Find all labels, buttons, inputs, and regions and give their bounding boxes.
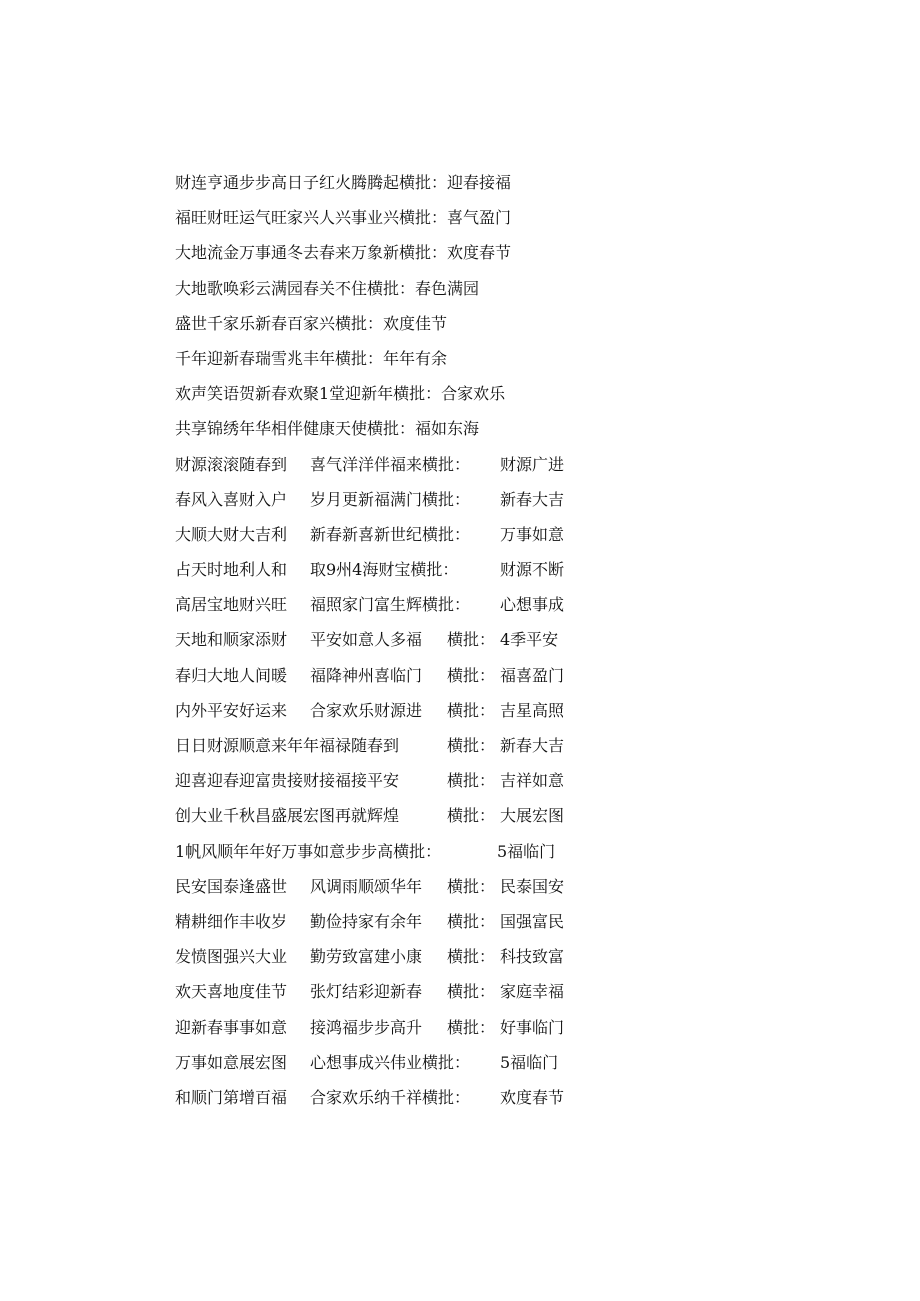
line-segment: 精耕细作丰收岁 (175, 911, 288, 931)
line-segment: 新春大吉 (500, 489, 565, 509)
line-segment: 发愤图强兴大业 (175, 947, 288, 967)
line-segment: 民安国泰逢盛世 (175, 876, 288, 896)
text-line (175, 763, 735, 798)
text-line (175, 1045, 735, 1080)
line-segment: 合家欢乐纳千祥横批： (310, 1087, 471, 1107)
line-segment: 新春大吉 (500, 736, 565, 755)
line-segment: 万事如意 (500, 524, 565, 544)
line-segment: 福降神州喜临门 (310, 665, 423, 685)
line-segment: 新春新喜新世纪横批： (310, 524, 471, 544)
line-segment: 张灯结彩迎新春 (310, 982, 423, 1002)
line-segment: 欢度春节 (500, 1087, 565, 1107)
line-segment: 喜气洋洋伴福来横批： (310, 454, 471, 474)
text-line (175, 376, 735, 411)
text-line (175, 939, 735, 974)
line-segment: 5福临门 (500, 1052, 559, 1072)
text-line (175, 411, 735, 446)
line-segment: 千年迎新春瑞雪兆丰年横批：年年有余 (175, 348, 448, 368)
line-segment: 和顺门第增百福 (175, 1087, 288, 1107)
line-segment: 迎喜迎春迎富贵接财接福接平安 (175, 771, 400, 791)
line-segment: 春归大地人间暖 (175, 665, 288, 685)
line-segment: 横批： (447, 982, 496, 1002)
line-segment: 高居宝地财兴旺 (175, 595, 288, 615)
line-segment: 万事如意展宏图 (175, 1052, 288, 1072)
line-segment: 吉星高照 (500, 700, 565, 720)
line-segment: 5福临门 (497, 841, 556, 861)
line-segment: 吉祥如意 (500, 771, 565, 791)
text-line (175, 974, 735, 1009)
line-segment: 横批： (447, 736, 496, 755)
line-segment: 横批： (447, 700, 496, 720)
text-line (175, 482, 735, 517)
line-segment: 家庭幸福 (500, 982, 565, 1002)
line-segment: 岁月更新福满门横批： (310, 489, 471, 509)
line-segment: 横批： (447, 911, 496, 931)
line-segment: 福照家门富生辉横批： (310, 595, 471, 615)
text-line (175, 622, 735, 657)
line-segment: 1帆风顺年年好万事如意步步高横批： (175, 841, 442, 861)
line-segment: 横批： (447, 771, 496, 791)
line-segment: 福旺财旺运气旺家兴人兴事业兴横批：喜气盈门 (175, 208, 512, 228)
line-segment: 大展宏图 (500, 806, 565, 826)
line-segment: 财源不断 (500, 560, 565, 580)
line-segment: 财连亨通步步高日子红火腾腾起横批：迎春接福 (175, 173, 512, 192)
text-line (175, 165, 735, 200)
text-line (175, 306, 735, 341)
line-segment: 好事临门 (500, 1017, 565, 1037)
line-segment: 占天时地利人和 (175, 560, 288, 580)
text-line (175, 587, 735, 622)
line-segment: 心想事成 (500, 595, 565, 615)
line-segment: 春风入喜财入户 (175, 489, 288, 509)
text-line (175, 235, 735, 270)
line-segment: 平安如意人多福 (310, 630, 423, 650)
line-segment: 创大业千秋昌盛展宏图再就辉煌 (175, 806, 400, 826)
line-segment: 大顺大财大吉利 (175, 524, 288, 544)
text-line (175, 517, 735, 552)
text-line (175, 693, 735, 728)
line-segment: 横批： (447, 806, 496, 826)
line-segment: 福喜盈门 (500, 665, 565, 685)
line-segment: 横批： (447, 876, 496, 896)
text-line (175, 834, 735, 869)
line-segment: 国强富民 (500, 911, 565, 931)
text-line (175, 1080, 735, 1115)
line-segment: 共享锦绣年华相伴健康天使横批：福如东海 (175, 419, 480, 439)
line-segment: 取9州4海财宝横批： (310, 560, 459, 580)
text-line (175, 447, 735, 482)
line-segment: 民泰国安 (500, 876, 565, 896)
line-segment: 横批： (447, 947, 496, 967)
line-segment: 财源滚滚随春到 (175, 454, 288, 474)
line-segment: 风调雨顺颂华年 (310, 876, 423, 896)
line-segment: 横批： (447, 1017, 496, 1037)
line-segment: 天地和顺家添财 (175, 630, 288, 650)
line-segment: 欢天喜地度佳节 (175, 982, 288, 1002)
line-segment: 大地流金万事通冬去春来万象新横批：欢度春节 (175, 243, 512, 263)
line-segment: 横批： (447, 665, 496, 685)
text-line (175, 904, 735, 939)
text-line (175, 869, 735, 904)
text-line (175, 341, 735, 376)
line-segment: 盛世千家乐新春百家兴横批：欢度佳节 (175, 313, 448, 333)
text-line (175, 728, 735, 763)
line-segment: 内外平安好运来 (175, 700, 288, 720)
text-line (175, 658, 735, 693)
line-segment: 欢声笑语贺新春欢聚1堂迎新年横批：合家欢乐 (175, 384, 506, 404)
line-segment: 大地歌唤彩云满园春关不住横批：春色满园 (175, 278, 480, 298)
line-segment: 科技致富 (500, 947, 565, 967)
line-segment: 日日财源顺意来年年福禄随春到 (175, 736, 400, 755)
text-line (175, 271, 735, 306)
line-segment: 迎新春事事如意 (175, 1017, 288, 1037)
text-line (175, 798, 735, 833)
line-segment: 勤俭持家有余年 (310, 911, 423, 931)
line-segment: 财源广进 (500, 454, 565, 474)
text-line (175, 1010, 735, 1045)
couplet-document (175, 165, 735, 1115)
line-segment: 横批： (447, 630, 496, 650)
line-segment: 接鸿福步步高升 (310, 1017, 423, 1037)
line-segment: 4季平安 (500, 630, 559, 650)
line-segment: 勤劳致富建小康 (310, 947, 423, 967)
text-line (175, 200, 735, 235)
text-line (175, 552, 735, 587)
line-segment: 心想事成兴伟业横批： (310, 1052, 471, 1072)
line-segment: 合家欢乐财源进 (310, 700, 423, 720)
